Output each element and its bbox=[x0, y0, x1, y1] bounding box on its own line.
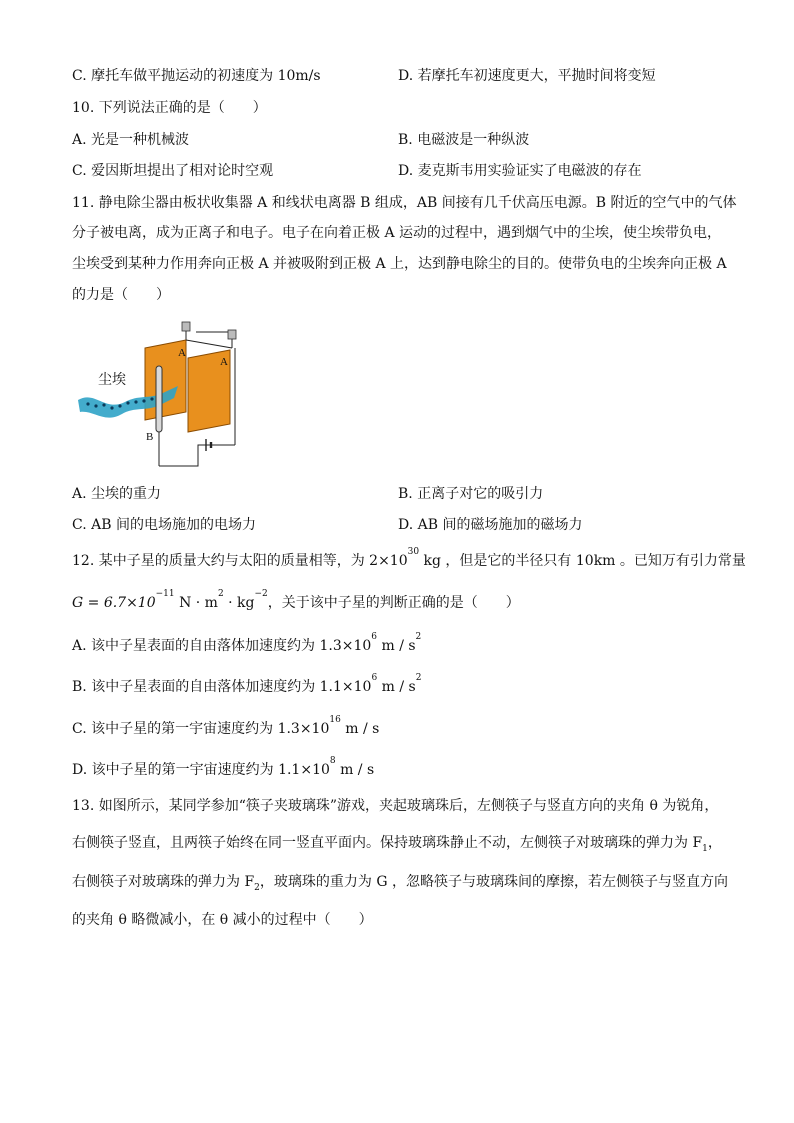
q12-option-c: C. 该中子星的第一宇宙速度约为 $1.3\times 10^{16}$ m / s bbox=[72, 715, 380, 737]
q11-option-a: A. 尘埃的重力 bbox=[72, 486, 162, 502]
q11-stem-line2: 分子被电离，成为正离子和电子。电子在向着正极 A 运动的过程中，遇到烟气中的尘埃，使尘埃带负电， bbox=[72, 225, 722, 241]
precipitator-figure bbox=[70, 320, 260, 470]
q11-stem-line1: 11. 静电除尘器由板状收集器 A 和线状电离器 B 组成，AB 间接有几千伏高压电源。B 附近的空气中的气体 bbox=[72, 195, 737, 211]
q13-stem-line2: 右侧筷子竖直，且两筷子始终在同一竖直平面内。保持玻璃珠静止不动，左侧筷子对玻璃珠的弹力为 $F_1$， bbox=[72, 835, 722, 854]
q12-stem-line2: $G = 6.7\times 10^{-11}$ $N \cdot m^2 \cdot kg^{-2}$，关于该中子星的判断正确的是（ ） bbox=[72, 589, 520, 611]
q10-option-b: B. 电磁波是一种纵波 bbox=[398, 132, 530, 148]
q10-option-c: C. 爱因斯坦提出了相对论时空观 bbox=[72, 163, 274, 179]
q13-stem-line3: 右侧筷子对玻璃珠的弹力为 $F_2$，玻璃珠的重力为 G ，忽略筷子与玻璃珠间的摩擦，若左侧筷子与竖直方向 bbox=[72, 874, 728, 893]
q12-stem-line1: 12. 某中子星的质量大约与太阳的质量相等，为 $2\times 10^{30}$ kg ，但是它的半径只有 10km 。已知万有引力常量 bbox=[72, 547, 746, 569]
q10-stem: 10. 下列说法正确的是（ ） bbox=[72, 100, 267, 116]
label-dust: 尘埃 bbox=[98, 371, 126, 387]
q12-option-a: A. 该中子星表面的自由落体加速度约为 $1.3\times 10^6$ m / $s^2$ bbox=[72, 632, 422, 654]
q10-option-d: D. 麦克斯韦用实验证实了电磁波的存在 bbox=[398, 163, 642, 179]
q12-option-d: D. 该中子星的第一宇宙速度约为 $1.1\times 10^8$ m / s bbox=[72, 756, 375, 778]
q9-option-c: C. 摩托车做平抛运动的初速度为 10m/s bbox=[72, 68, 321, 84]
label-a-back: A bbox=[178, 347, 186, 359]
bottom-wire bbox=[159, 445, 235, 466]
q13-stem-line4: 的夹角 θ 略微减小，在 θ 减小的过程中（ ） bbox=[72, 912, 373, 928]
q11-stem-line3: 尘埃受到某种力作用奔向正极 A 并被吸附到正极 A 上，达到静电除尘的目的。使带负电的尘埃奔向正极 A bbox=[72, 256, 727, 272]
label-b: B bbox=[146, 431, 154, 443]
q13-stem-line1: 13. 如图所示，某同学参加“筷子夹玻璃珠”游戏，夹起玻璃珠后，左侧筷子与竖直方向的夹角 θ 为锐角， bbox=[72, 798, 719, 814]
terminal-right bbox=[228, 330, 236, 339]
q11-option-d: D. AB 间的磁场施加的磁场力 bbox=[398, 517, 583, 533]
ionizer-wire-b bbox=[156, 366, 162, 432]
q11-option-c: C. AB 间的电场施加的电场力 bbox=[72, 517, 256, 533]
q10-option-a: A. 光是一种机械波 bbox=[72, 132, 190, 148]
terminal-left bbox=[182, 322, 190, 331]
q11-stem-line4: 的力是（ ） bbox=[72, 287, 170, 303]
q11-option-b: B. 正离子对它的吸引力 bbox=[398, 486, 544, 502]
q9-option-d: D. 若摩托车初速度更大，平抛时间将变短 bbox=[398, 68, 656, 84]
q12-option-b: B. 该中子星表面的自由落体加速度约为 $1.1\times 10^6$ m / $s^2$ bbox=[72, 673, 422, 695]
label-a-front: A bbox=[220, 356, 228, 368]
